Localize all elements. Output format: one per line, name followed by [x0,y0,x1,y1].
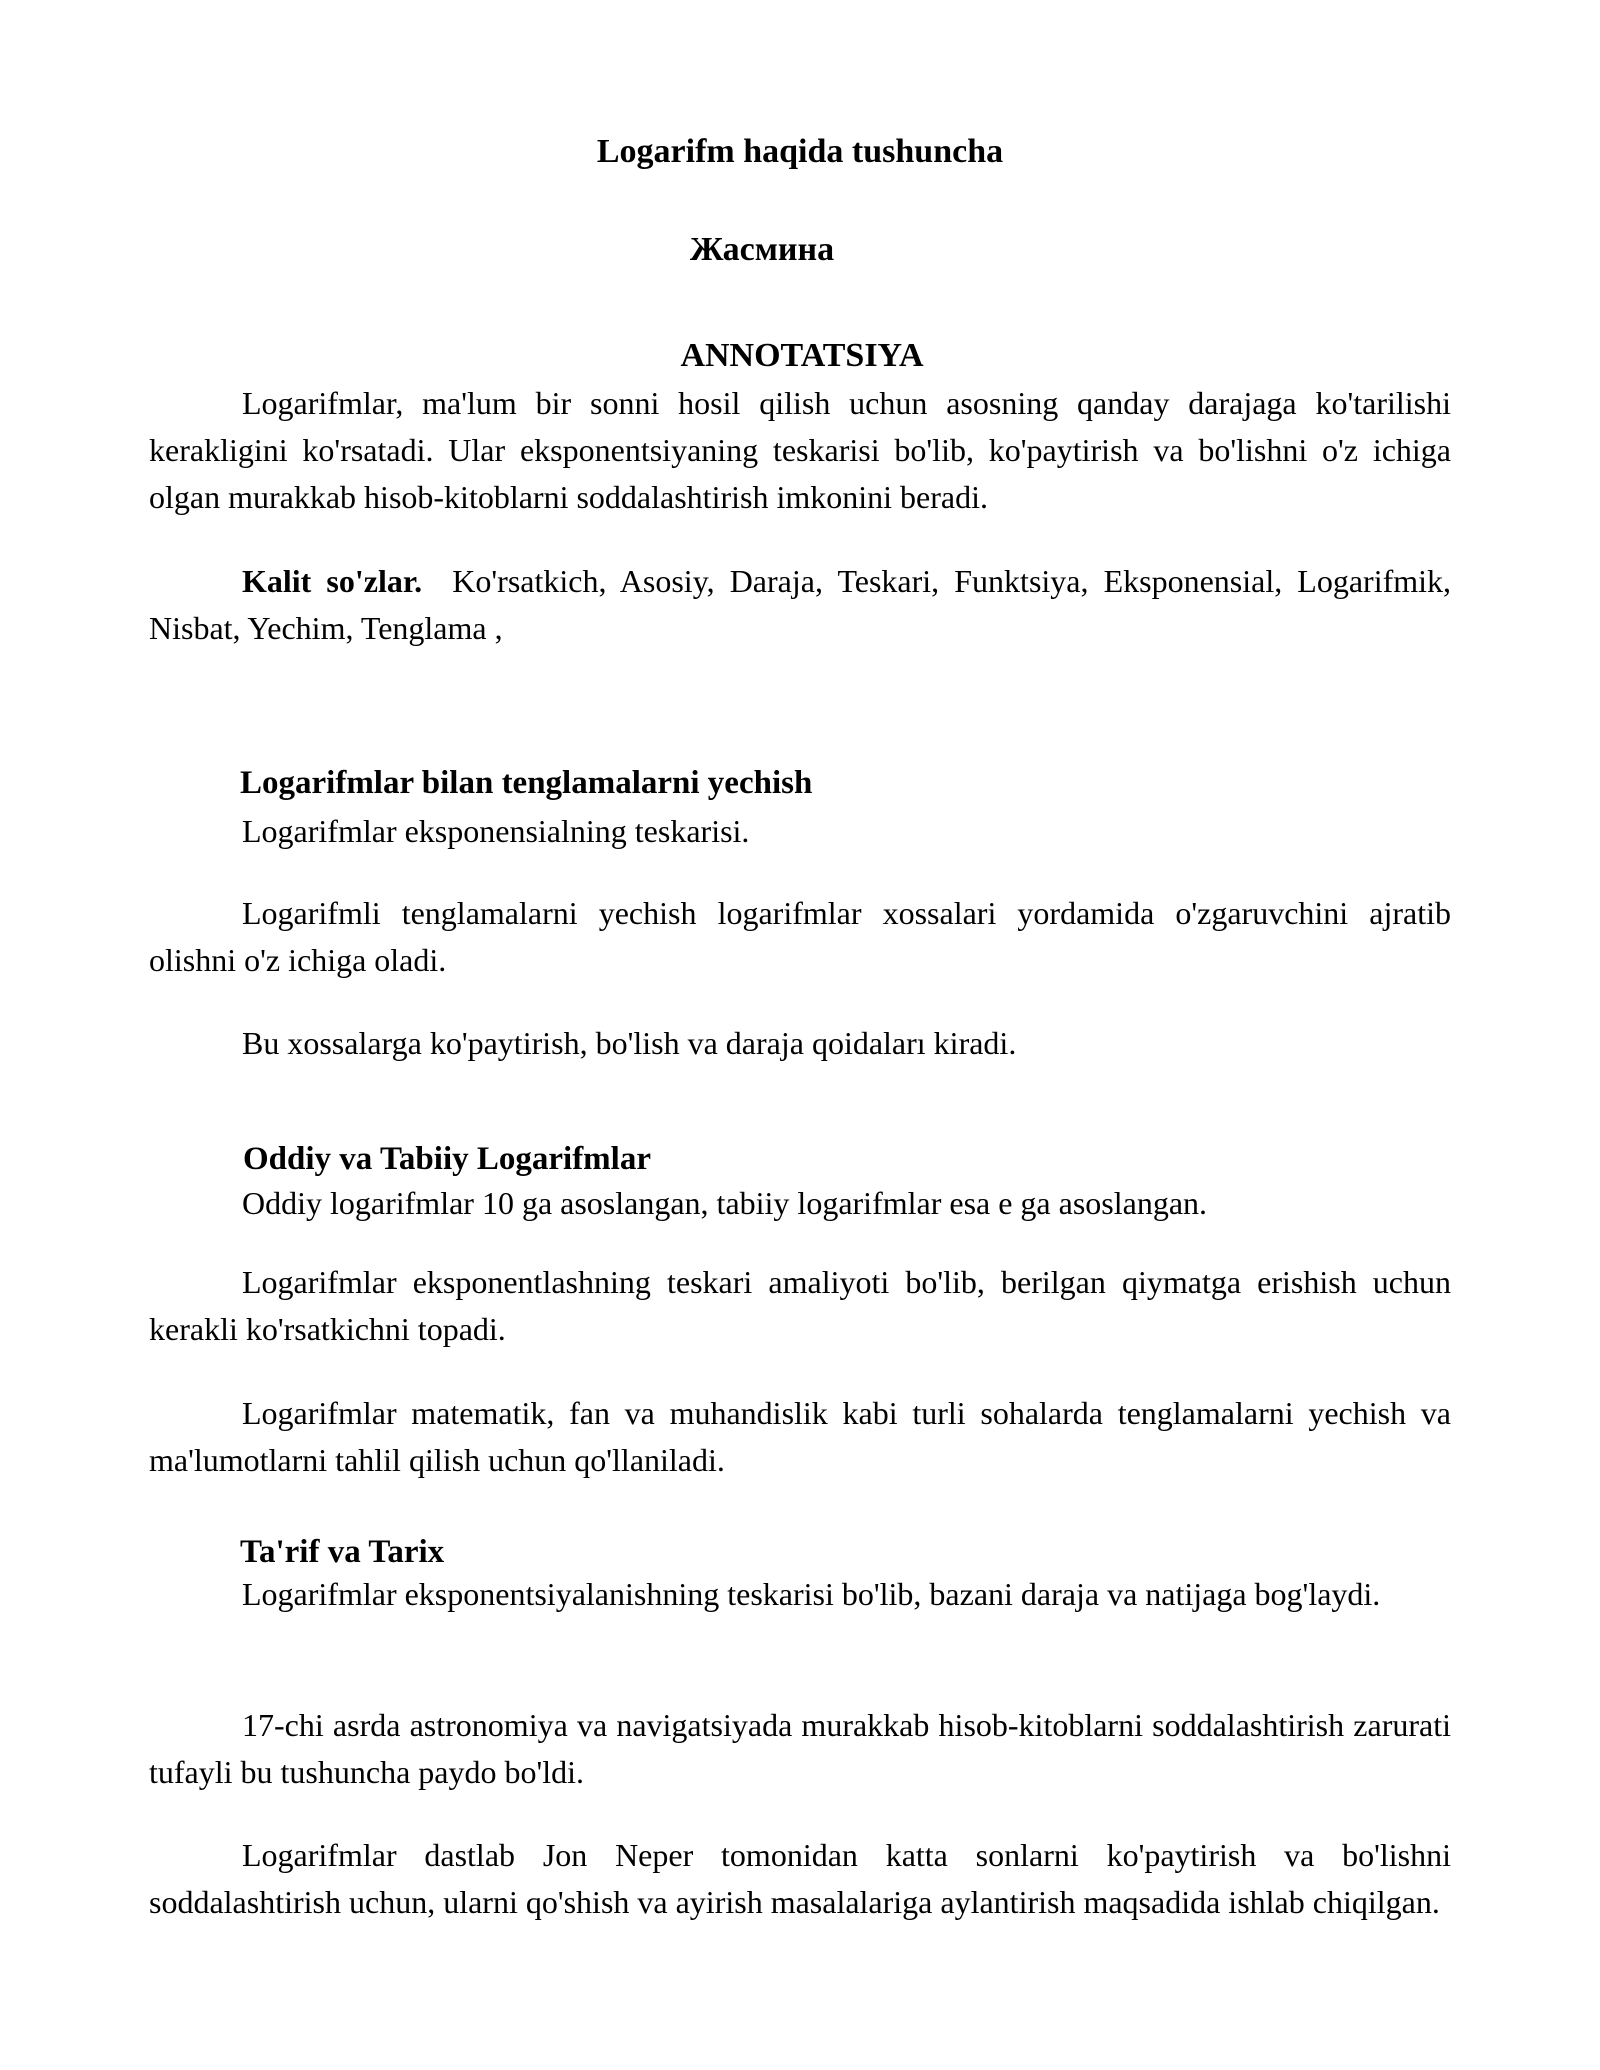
section-heading-definition-history: Ta'rif va Tarix [240,1534,445,1570]
section-heading-equations: Logarifmlar bilan tenglamalarni yechish [240,765,813,801]
section-common-natural-paragraph-1: Oddiy logarifmlar 10 ga asoslangan, tabiiy logarifmlar esa e ga asoslangan. [242,1185,1208,1221]
section-common-natural-paragraph-2: Logarifmlar eksponentlashning teskari amaliyoti bo'lib, berilgan qiymatga erishish uchun kerakli ko'rsatkichni topadi. [149,1264,1451,1347]
document-title: Logarifm haqida tushuncha [596,133,1004,170]
section-definition-history-paragraph-1: Logarifmlar eksponentsiyalanishning teskarisi bo'lib, bazani daraja va natijaga bog'laydi. [242,1576,1381,1612]
section-equations-paragraph-3: Bu xossalarga ko'paytirish, bo'lish va daraja qoidaları kiradi. [242,1025,1017,1061]
section-equations-paragraph-2: Logarifmli tenglamalarni yechish logarifmlar xossalari yordamida o'zgaruvchini ajratib olishni o'z ichiga oladi. [149,895,1451,978]
author-name: Жасмина [689,231,835,268]
section-definition-history-paragraph-2: 17-chi asrda astronomiya va navigatsiyada murakkab hisob-kitoblarni soddalashtirish zarurati tufayli bu tushuncha paydo bo'ldi. [149,1707,1451,1790]
annotation-text: Logarifmlar, ma'lum bir sonni hosil qilish uchun asosning qanday darajaga ko'tarilishi kerakligini ko'rsatadi. Ular eksponentsiyaning teskarisi bo'lib, ko'paytirish va bo'lishni o'z ichiga olgan murakkab hisob-kitoblarni soddalashtirish imkonini beradi. [149,385,1451,515]
section-common-natural-paragraph-3: Logarifmlar matematik, fan va muhandislik kabi turli sohalarda tenglamalarni yechish va ma'lumotlarni tahlil qilish uchun qo'llaniladi. [149,1395,1451,1478]
keywords-label: Kalit so'zlar. [242,563,423,599]
section-definition-history-paragraph-3: Logarifmlar dastlab Jon Neper tomonidan katta sonlarni ko'paytirish va bo'lishni soddalashtirish uchun, ularni qo'shish va ayirish masalalariga aylantirish maqsadida ishlab chiqilgan. [149,1837,1451,1920]
annotation-heading: ANNOTATSIYA [680,337,924,374]
keywords-text: Ko'rsatkich, Asosiy, Daraja, Teskari, Funktsiya, Eksponensial, Logarifmik, Nisbat, Yechim, Tenglama , [149,563,1452,646]
section-equations-paragraph-1: Logarifmlar eksponensialning teskarisi. [242,813,750,849]
keywords-paragraph [149,558,1451,652]
section-heading-common-natural: Oddiy va Tabiiy Logarifmlar [243,1141,651,1177]
